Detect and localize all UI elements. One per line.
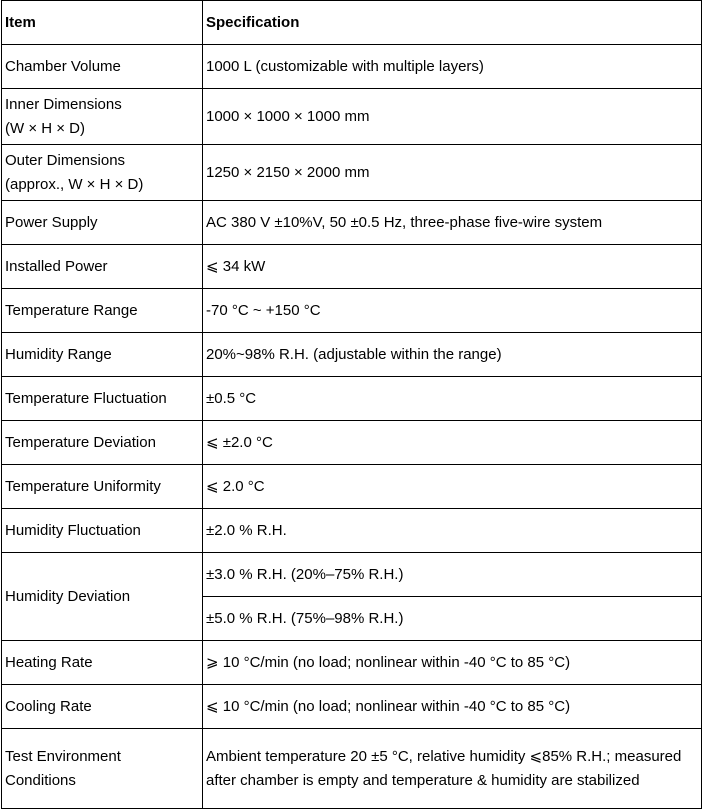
header-item: Item [2,1,203,45]
table-row [2,377,702,421]
table-row [2,201,702,245]
table-row [2,145,702,201]
spec-cell: 1250 × 2150 × 2000 mm [203,145,702,201]
item-cell: Temperature Deviation [2,421,203,465]
spec-cell: 1000 L (customizable with multiple layers) [203,45,702,89]
item-cell: Chamber Volume [2,45,203,89]
table-header-row [2,1,702,45]
table-row [2,641,702,685]
item-cell [2,89,203,145]
spec-cell: ±0.5 °C [203,377,702,421]
item-cell: Humidity Fluctuation [2,509,203,553]
table-row [2,421,702,465]
specification-table [1,0,702,809]
table-row [2,509,702,553]
spec-cell: AC 380 V ±10%V, 50 ±0.5 Hz, three-phase five-wire system [203,201,702,245]
item-cell: Humidity Range [2,333,203,377]
item-cell: Humidity Deviation [2,553,203,641]
table-row [2,465,702,509]
table-row [2,729,702,809]
spec-cell: -70 °C ~ +150 °C [203,289,702,333]
table-row [2,45,702,89]
table-row [2,289,702,333]
spec-cell: ⩽ ±2.0 °C [203,421,702,465]
spec-cell: ⩾ 10 °C/min (no load; nonlinear within -40 °C to 85 °C) [203,641,702,685]
spec-cell: ±3.0 % R.H. (20%–75% R.H.) [203,553,702,597]
spec-cell: 1000 × 1000 × 1000 mm [203,89,702,145]
item-cell: Heating Rate [2,641,203,685]
item-cell: Temperature Range [2,289,203,333]
item-cell [2,145,203,201]
header-specification: Specification [203,1,702,45]
spec-cell: 20%~98% R.H. (adjustable within the range) [203,333,702,377]
item-cell: Temperature Fluctuation [2,377,203,421]
spec-cell: ⩽ 34 kW [203,245,702,289]
item-cell [2,729,203,809]
item-line: Inner Dimensions (W × H × D) [5,95,122,137]
item-line: Outer Dimensions (approx., W × H × D) [5,151,144,193]
item-cell: Power Supply [2,201,203,245]
table-row [2,89,702,145]
item-cell: Installed Power [2,245,203,289]
item-cell: Temperature Uniformity [2,465,203,509]
spec-cell: ±2.0 % R.H. [203,509,702,553]
table-row [2,685,702,729]
item-line: Test Environment Conditions [5,747,121,789]
spec-cell: Ambient temperature 20 ±5 °C, relative humidity ⩽85% R.H.; measured after chamber is empty and temperature & humidity are stabilized [203,729,702,809]
table-row [2,245,702,289]
spec-cell: ±5.0 % R.H. (75%–98% R.H.) [203,597,702,641]
table-row [2,553,702,597]
spec-cell: ⩽ 10 °C/min (no load; nonlinear within -40 °C to 85 °C) [203,685,702,729]
item-cell: Cooling Rate [2,685,203,729]
spec-cell: ⩽ 2.0 °C [203,465,702,509]
table-row [2,333,702,377]
